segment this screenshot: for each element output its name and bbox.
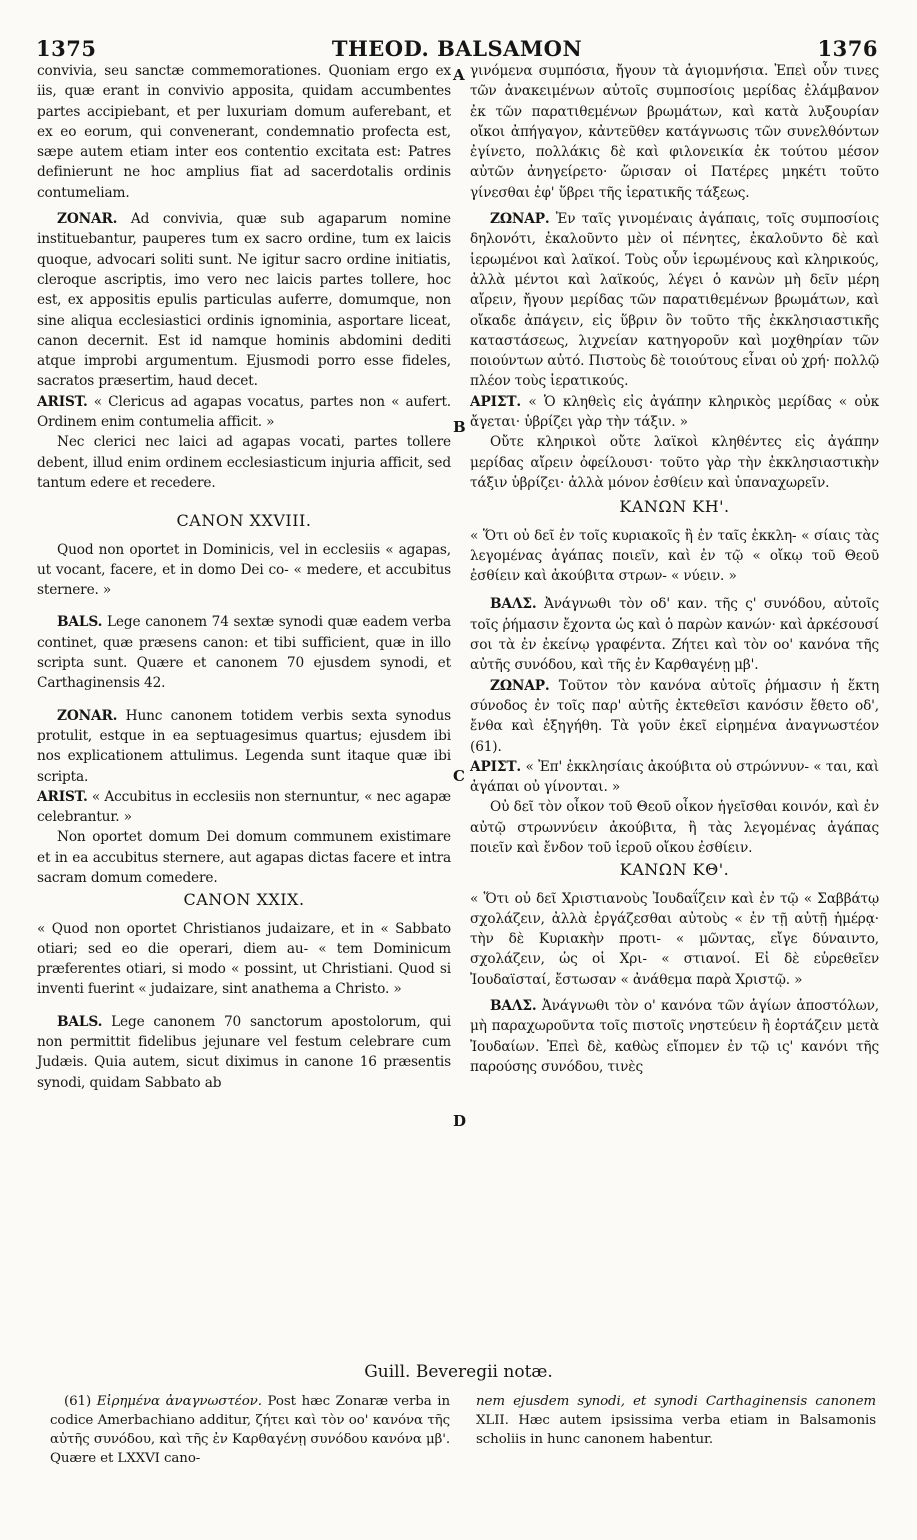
latin-canon-28-text: Quod non oportet in Dominicis, vel in ecclesiis « agapas, ut vocant, facere, et in domo Dei co- « medere, et accubitus sternere. »: [37, 541, 451, 599]
latin-aristenus-comment: [37, 787, 451, 828]
latin-arist-text: « Accubitus in ecclesiis non sternuntur, « nec agapæ celebrantur. »: [37, 788, 451, 826]
greek-canon-28-text: « Ὅτι οὐ δεῖ ἐν τοῖς κυριακοῖς ἢ ἐν ταῖς ἐκκλη- « σίαις τὰς λεγομένας ἀγάπας ποιεῖν, καὶ ἐν τῷ « οἴκῳ τοῦ Θεοῦ ἐσθίειν καὶ ἀκούβιτα στρων- « νύειν. »: [470, 527, 879, 585]
page-header: [36, 36, 878, 64]
latin-bals-text: Lege canonem 70 sanctorum apostolorum, qui non permittit fidelibus jejunare vel festum celebrare cum Judæis. Quia autem, sicut diximus in canone 16 præsentis synodi, quidam Sabbato ab: [37, 1013, 451, 1091]
greek-paragraph: γινόμενα συμπόσια, ἤγουν τὰ ἁγιομνήσια. Ἐπεὶ οὖν τινες τῶν ἀνακειμένων αὐτοῖς συμποσίοις μερίδας ἐλάμβανον ἐκ τῶν παρατιθεμένων βρωμάτων, καὶ κατὰ λυξουρίαν οἴκοι ἀπήγαγον, κἀντεῦθεν κατάγνωσις τῶν συνελθόντων ἐγίνετο, πολλάκις δὲ καὶ φιλονεικία ἐκ τούτου μέσον αὐτῶν ἀνηγείρετο· ὥρισαν οἱ Πατέρες μηκέτι τοῦτο γίνεσθαι ἐφ' ὕβρει τῆς ἱερατικῆς τάξεως.: [470, 63, 879, 201]
latin-balsamon-comment: [37, 1012, 451, 1093]
greek-bals-text: Ἀνάγνωθι τὸν ο' κανόνα τῶν ἁγίων ἀποστόλων, μὴ παραχωροῦντα τοῖς πιστοῖς νηστεύειν ἢ ἑορτάζειν μετὰ Ἰουδαίων. Ἐπεὶ δὲ, καθὼς εἴπομεν ἐν τῷ ις' κανόνι τῆς παρούσης συνόδου, τινὲς: [470, 998, 879, 1075]
section-marker-d: D: [453, 1112, 467, 1130]
latin-bals-text: Lege canonem 74 sextæ synodi quæ eadem verba continet, quæ præsens canon: et tibi sufficient, quæ in illo scripta sunt. Quære et canonem 70 ejusdem synodi, et Carthaginensis 42.: [37, 614, 451, 692]
footnote-text: Post hæc Zonaræ verba in codice Amerbachiano additur, ζήτει καὶ τὸν οο' κανόνα τῆς αὐτῆς συνόδου, καὶ τῆς ἐν Καρθαγένῃ συνόδου κανόνα μβ'. Quære et LXXVI cano-: [50, 1394, 450, 1466]
notes-title: Guill. Beveregii notæ.: [364, 1362, 553, 1382]
latin-arist-label: ARIST.: [37, 393, 88, 410]
latin-zonar-label: ZONAR.: [57, 211, 118, 228]
section-marker-c: C: [453, 767, 465, 785]
footnote-text: XLII. Hæc autem ipsissima verba etiam in Balsamonis scholiis in hunc canonem habentur.: [476, 1413, 876, 1447]
latin-aristenus-comment: [37, 392, 451, 433]
page-number-left: 1375: [36, 36, 97, 61]
latin-zonar-text: Ad convivia, quæ sub agaparum nomine instituebantur, pauperes tum ex sacro ordine, tum ex laicis quoque, advocari soliti sunt. Ne igitur sacro ordine initiatis, cleroque ascriptis, imo vero nec laicis partes tollere, hoc est, ex appositis epulis particulas auferre, domumque, non sine aliqua ecclesiastici ordinis ignominia, asportare liceat, canon decernit. Est id namque hominis abdomini dediti atque improbi argumentum. Ejusmodi porro esse fideles, sacratos præsertim, haud decet.: [37, 211, 451, 390]
latin-arist-text: « Clericus ad agapas vocatus, partes non « aufert. Ordinem enim contumelia afficit. »: [37, 393, 451, 431]
latin-zonar-text: Hunc canonem totidem verbis sexta synodus protulit, estque in ea septuagesimus quartus; ejusdem ibi nos explicationem attulimus. Legenda sunt itaque quæ ibi scripta.: [37, 707, 451, 785]
footnote-lemma: Εἰρημένα ἀναγνωστέον.: [96, 1394, 262, 1409]
greek-arist-text: « Ἐπ' ἐκκλησίαις ἀκούβιτα οὐ στρώννυν- « ται, καὶ ἀγάπαι οὐ γίνονται. »: [470, 758, 879, 796]
latin-column: [37, 61, 451, 1093]
greek-arist-label: ΑΡΙΣΤ.: [470, 758, 522, 775]
running-title: THEOD. BALSAMON: [331, 36, 583, 61]
section-marker-a: A: [453, 66, 465, 84]
section-marker-b: B: [453, 418, 466, 436]
footnote-italic-text: nem ejusdem synodi, et synodi Carthaginensis canonem: [476, 1394, 876, 1409]
latin-zonaras-comment: [37, 706, 451, 787]
latin-bals-label: BALS.: [57, 614, 103, 631]
latin-canon-29-text: « Quod non oportet Christianos judaizare, et in « Sabbato otiari; sed eo die operari, diem au- « tem Dominicum præferentes otiari, si modo « possint, ut Christiani. Quod si inventi fuerint « judaizare, sint anathema a Christo. »: [37, 920, 451, 998]
latin-zonar-label: ZONAR.: [57, 707, 118, 724]
greek-zonar-text: Τοῦτον τὸν κανόνα αὐτοῖς ῥήμασιν ἡ ἕκτη σύνοδος ἐν τοῖς παρ' αὐτῆς ἐκτεθεῖσι κανόσιν ἔθετο οδ', ἔνθα καὶ ἐξηγήθη. Τὰ γοῦν ἐκεῖ εἰρημένα ἀναγνωστέον (61).: [470, 677, 879, 755]
footnote-number: (61): [64, 1394, 97, 1409]
greek-zonar-label: ΖΩΝΑΡ.: [490, 211, 550, 228]
greek-canon-28-title: ΚΑΝΩΝ ΚΗ'.: [619, 497, 730, 517]
footnote-right: [476, 1392, 876, 1449]
greek-aristenus-comment: [470, 757, 879, 798]
latin-arist-label: ARIST.: [37, 788, 88, 805]
latin-balsamon-comment: [37, 612, 451, 693]
greek-zonar-label: ΖΩΝΑΡ.: [490, 677, 550, 694]
latin-paragraph: Nec clerici nec laici ad agapas vocati, partes tollere debent, illud enim ordinem ecclesiasticum injuria afficit, sed tantum edere et recedere.: [37, 434, 451, 491]
latin-bals-label: BALS.: [57, 1013, 103, 1030]
greek-arist-label: ΑΡΙΣΤ.: [470, 393, 522, 410]
latin-canon-28-title: CANON XXVIII.: [176, 511, 312, 531]
greek-aristenus-comment: [470, 392, 879, 433]
greek-bals-label: ΒΑΛΣ.: [490, 596, 537, 613]
latin-paragraph: Non oportet domum Dei domum communem existimare et in ea accubitus sternere, aut agapas dictas facere et intra sacram domum comedere.: [37, 829, 451, 886]
page-number-right: 1376: [817, 36, 878, 61]
greek-canon-29-text: « Ὅτι οὐ δεῖ Χριστιανοὺς Ἰουδαΐζειν καὶ ἐν τῷ « Σαββάτῳ σχολάζειν, ἀλλὰ ἐργάζεσθαι αὐτοὺς « ἐν τῇ αὐτῇ ἡμέρᾳ· τὴν δὲ Κυριακὴν προτι- « μῶντας, εἴγε δύναιντο, σχολάζειν, ὡς οἱ Χρι- « στιανοί. Εἰ δὲ εὑρεθεῖεν Ἰουδαϊσταί, ἔστωσαν « ἀνάθεμα παρὰ Χριστῷ. »: [470, 890, 879, 988]
greek-zonaras-comment: [470, 676, 879, 757]
latin-paragraph: convivia, seu sanctæ commemorationes. Quoniam ergo ex iis, quæ erant in convivio apposita, quidam accumbentes partes accipiebant, et per luxuriam domum auferebant, et ex eo eorum, qui convenerant, condemnatio profecta est, sæpe autem etiam inter eos contentio excitata est: Patres definierunt ne hoc amplius fiat ad sacerdotalis ordinis contumeliam.: [37, 63, 451, 201]
greek-balsamon-comment: [470, 996, 879, 1077]
greek-balsamon-comment: [470, 594, 879, 675]
greek-bals-label: ΒΑΛΣ.: [490, 998, 537, 1015]
footnote-left: [50, 1392, 450, 1468]
greek-column: [470, 61, 879, 1077]
latin-zonaras-comment: [37, 209, 451, 392]
greek-paragraph: Οὔτε κληρικοὶ οὔτε λαϊκοὶ κληθέντες εἰς ἀγάπην μερίδας αἴρειν ὀφείλουσι· τοῦτο γὰρ τὴν ἐκκλησιαστικὴν τάξιν ὑβρίζει· ἀλλὰ μόνον ἐσθίειν καὶ ὑπαναχωρεῖν.: [470, 434, 879, 491]
greek-bals-text: Ἀνάγνωθι τὸν οδ' καν. τῆς ς' συνόδου, αὐτοῖς τοῖς ῥήμασιν ἔχοντα ὡς καὶ ὁ παρὼν κανών· καὶ ἀρκέσουσί σοι τὰ ἐν ἐκείνῳ γραφέντα. Ζήτει καὶ τὸν οο' κανόνα τῆς αὐτῆς συνόδου, καὶ τῆς ἐν Καρθαγένῃ μβ'.: [470, 596, 879, 674]
greek-arist-text: « Ὁ κληθεὶς εἰς ἀγάπην κληρικὸς μερίδας « οὐκ ἄγεται· ὑβρίζει γὰρ τὴν τάξιν. »: [470, 393, 879, 431]
greek-canon-29-title: ΚΑΝΩΝ ΚΘ'.: [619, 860, 730, 880]
latin-canon-29-title: CANON XXIX.: [183, 890, 305, 910]
greek-zonaras-comment: [470, 209, 879, 392]
greek-zonar-text: Ἐν ταῖς γινομέναις ἀγάπαις, τοῖς συμποσίοις δηλονότι, ἐκαλοῦντο μὲν οἱ πένητες, ἐκαλοῦντο δὲ καὶ ἱερωμένοι καὶ λαϊκοί. Τοὺς οὖν ἱερωμένους καὶ κληρικούς, ἀλλὰ μέντοι καὶ λαϊκούς, λέγει ὁ κανὼν μὴ δεῖν μέρη αἴρειν, ἤγουν μερίδας τῶν παρατιθεμένων βρωμάτων, καὶ οἴκαδε ἀπάγειν, εἰς ὕβριν ὂν τοῦτο τῆς ἐκκλησιαστικῆς καταστάσεως, λιχνείαν κατηγοροῦν καὶ μοχθηρίαν τῶν ποιούντων αὐτό. Πιστοὺς δὲ τοιούτους εἶναι οὐ χρή· πολλῷ πλέον τοὺς ἱερατικούς.: [470, 211, 879, 390]
greek-paragraph: Οὐ δεῖ τὸν οἶκον τοῦ Θεοῦ οἶκον ἡγεῖσθαι κοινόν, καὶ ἐν αὐτῷ στρωννύειν ἀκούβιτα, ἢ τὰς λεγομένας ἀγάπας ποιεῖν καὶ ἔνδον τοῦ ἱεροῦ οἴκου ἐσθίειν.: [470, 799, 879, 856]
